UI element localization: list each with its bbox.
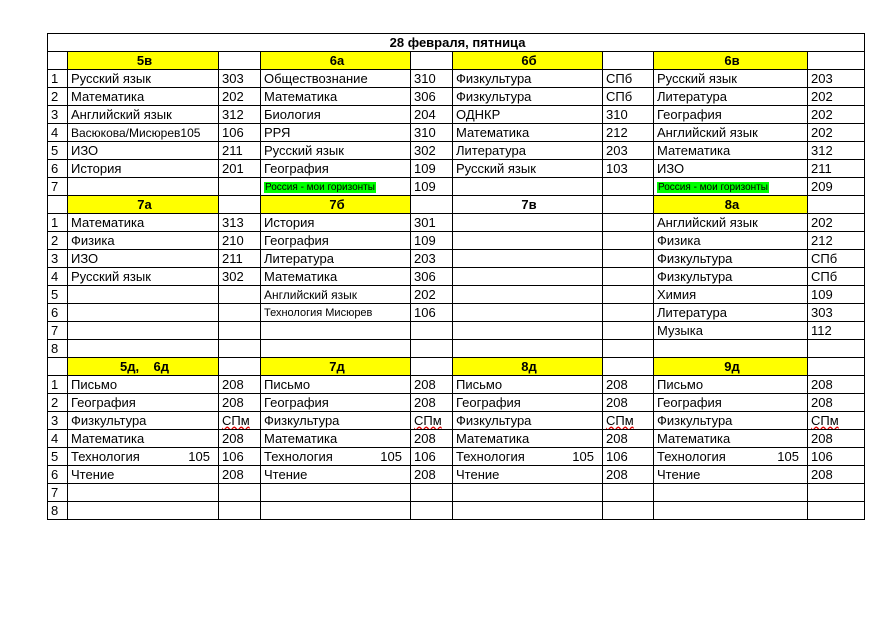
lesson-room: 208 [219,430,261,448]
lesson-subject: Литература [654,304,808,322]
lesson-room [808,412,865,430]
lesson-room [219,304,261,322]
class-name: 7а [68,196,219,214]
lesson-room: 306 [411,268,453,286]
lesson-subject: Письмо [68,376,219,394]
lesson-subject: Математика [654,142,808,160]
lesson-subject: Физкультура [654,268,808,286]
lesson-number: 5 [48,142,68,160]
lesson-subject: Английский язык [654,214,808,232]
lesson-room: 211 [219,142,261,160]
header-room-spacer [603,358,654,376]
lesson-subject: Физкультура [261,412,411,430]
room-text: СПм [606,412,634,428]
lesson-room: 204 [411,106,453,124]
lesson-subject [261,340,411,358]
lesson-room: 202 [411,286,453,304]
title-row [48,34,865,52]
lesson-subject: География [654,106,808,124]
lesson-room [603,502,654,520]
lesson-number: 3 [48,106,68,124]
lesson-subject: Чтение [68,466,219,484]
lesson-number: 2 [48,394,68,412]
lesson-room: 310 [411,70,453,88]
lesson-room: СПб [808,268,865,286]
lesson-number: 5 [48,286,68,304]
lesson-number: 2 [48,88,68,106]
header-room-spacer [219,52,261,70]
lesson-subject [453,484,603,502]
lesson-room: СПб [603,70,654,88]
lesson-room: 208 [219,394,261,412]
lesson-room [411,340,453,358]
lesson-number: 7 [48,322,68,340]
lesson-room: 106 [219,448,261,466]
lesson-room: 106 [808,448,865,466]
lesson-subject: Английский язык [654,124,808,142]
lesson-room: 310 [411,124,453,142]
lesson-subject: Русский язык [261,142,411,160]
lesson-subject: Физкультура [453,88,603,106]
lesson-room: 109 [808,286,865,304]
header-spacer [48,358,68,376]
lesson-subject [68,286,219,304]
lesson-room: 106 [411,448,453,466]
highlighted-subject: Россия - мои горизонты [265,181,375,193]
lesson-subject: География [261,232,411,250]
lesson-room: 208 [603,376,654,394]
lesson-room: 209 [808,178,865,196]
lesson-subject: РРЯ [261,124,411,142]
lesson-subject: ИЗО [654,160,808,178]
lesson-room: 208 [603,394,654,412]
lesson-subject [261,178,411,196]
lesson-subject: ИЗО [68,142,219,160]
lesson-subject: Чтение [261,466,411,484]
lesson-room [219,484,261,502]
lesson-subject: География [68,394,219,412]
lesson-subject [68,448,219,466]
lesson-subject [453,268,603,286]
header-room-spacer [603,52,654,70]
header-room-spacer [808,196,865,214]
lesson-subject: География [654,394,808,412]
subject-text: Технология [264,448,333,464]
lesson-subject: Физика [654,232,808,250]
lesson-number: 1 [48,376,68,394]
lesson-number: 6 [48,160,68,178]
lesson-room: 208 [411,394,453,412]
lesson-room: 201 [219,160,261,178]
lesson-room: 301 [411,214,453,232]
lesson-room [603,250,654,268]
lesson-subject [453,250,603,268]
header-room-spacer [808,358,865,376]
class-name: 5в [68,52,219,70]
lesson-subject: Физкультура [654,250,808,268]
lesson-subject: Письмо [453,376,603,394]
lesson-row [48,178,865,196]
lesson-room: 302 [219,268,261,286]
lesson-row [48,214,865,232]
class-name: 8а [654,196,808,214]
lesson-row [48,232,865,250]
lesson-room: 203 [411,250,453,268]
lesson-room [808,502,865,520]
lesson-subject [654,502,808,520]
subject-text: Технология [657,448,726,464]
lesson-row [48,142,865,160]
lesson-row [48,106,865,124]
lesson-room [808,340,865,358]
header-room-spacer [219,196,261,214]
lesson-subject [68,322,219,340]
lesson-room: 106 [219,124,261,142]
lesson-room: 208 [411,376,453,394]
lesson-subject: Чтение [654,466,808,484]
subject-text: Технология [456,448,525,464]
subject-with-room [264,450,410,464]
lesson-number: 4 [48,268,68,286]
lesson-subject: Русский язык [68,70,219,88]
lesson-number: 6 [48,304,68,322]
lesson-number: 3 [48,412,68,430]
lesson-number: 5 [48,448,68,466]
lesson-room [603,178,654,196]
lesson-row [48,88,865,106]
lesson-room [411,412,453,430]
lesson-subject: Физкультура [68,412,219,430]
lesson-number: 2 [48,232,68,250]
lesson-room: 202 [808,106,865,124]
lesson-number: 4 [48,124,68,142]
class-name: 6а [261,52,411,70]
lesson-subject [261,322,411,340]
lesson-room: 212 [808,232,865,250]
lesson-room: 303 [808,304,865,322]
lesson-room: 202 [219,88,261,106]
lesson-room: 202 [808,88,865,106]
subject-extra-room: 105 [572,448,594,464]
header-spacer [48,52,68,70]
header-room-spacer [603,196,654,214]
class-name: 7д [261,358,411,376]
lesson-room: 208 [808,394,865,412]
lesson-subject: ОДНКР [453,106,603,124]
lesson-room: СПб [808,250,865,268]
lesson-number: 1 [48,70,68,88]
lesson-room [411,322,453,340]
lesson-room [219,178,261,196]
lesson-number: 3 [48,250,68,268]
schedule-table [47,33,865,520]
header-spacer [48,196,68,214]
lesson-subject: Русский язык [654,70,808,88]
lesson-subject: Математика [261,268,411,286]
lesson-room: 208 [219,466,261,484]
lesson-subject [453,448,603,466]
lesson-number: 4 [48,430,68,448]
lesson-subject: Физкультура [654,412,808,430]
subject-extra-room: 105 [188,448,210,464]
lesson-subject: Математика [68,430,219,448]
lesson-subject: Русский язык [453,160,603,178]
lesson-room: 313 [219,214,261,232]
lesson-row [48,484,865,502]
lesson-subject [453,502,603,520]
lesson-subject [453,322,603,340]
lesson-row [48,322,865,340]
class-header-row [48,196,865,214]
lesson-room: 302 [411,142,453,160]
lesson-subject [453,304,603,322]
lesson-subject [654,340,808,358]
lesson-subject: Английский язык [68,106,219,124]
lesson-room [219,502,261,520]
lesson-row [48,70,865,88]
lesson-room: 106 [411,304,453,322]
class-header-row [48,358,865,376]
lesson-subject [261,484,411,502]
lesson-subject [453,178,603,196]
lesson-subject: Литература [261,250,411,268]
subject-with-room [456,450,602,464]
lesson-subject: Литература [654,88,808,106]
class-header-row [48,52,865,70]
lesson-room: 109 [411,232,453,250]
header-room-spacer [411,52,453,70]
header-room-spacer [411,358,453,376]
lesson-room [808,484,865,502]
lesson-room [603,340,654,358]
lesson-subject: Математика [68,214,219,232]
lesson-room: 208 [808,466,865,484]
lesson-room: 112 [808,322,865,340]
lesson-subject: Письмо [261,376,411,394]
lesson-room: 106 [603,448,654,466]
lesson-subject: Химия [654,286,808,304]
lesson-room [603,286,654,304]
lesson-room: 312 [808,142,865,160]
lesson-room: 310 [603,106,654,124]
lesson-room [219,322,261,340]
lesson-room: 203 [808,70,865,88]
lesson-room: 208 [603,466,654,484]
lesson-subject: Чтение [453,466,603,484]
header-room-spacer [411,196,453,214]
lesson-room: 212 [603,124,654,142]
lesson-number: 7 [48,484,68,502]
lesson-subject [453,286,603,304]
lesson-room: 103 [603,160,654,178]
lesson-room: 211 [219,250,261,268]
lesson-room: 208 [808,430,865,448]
lesson-row [48,430,865,448]
lesson-subject [654,484,808,502]
lesson-room [411,484,453,502]
lesson-subject: Литература [453,142,603,160]
lesson-room: 208 [411,466,453,484]
lesson-room: 208 [603,430,654,448]
lesson-subject: Письмо [654,376,808,394]
lesson-subject: Английский язык [261,286,411,304]
lesson-room: 208 [219,376,261,394]
lesson-subject: Математика [261,430,411,448]
subject-text: Технология [71,448,140,464]
lesson-subject [68,484,219,502]
lesson-row [48,502,865,520]
room-text: СПм [811,412,839,428]
lesson-subject: Технология Мисюрев [261,304,411,322]
lesson-subject: Васюкова/Мисюрев105 [68,124,219,142]
lesson-room [219,412,261,430]
class-name: 5д, 6д [68,358,219,376]
lesson-row [48,124,865,142]
header-room-spacer [808,52,865,70]
lesson-room [603,484,654,502]
lesson-room: 303 [219,70,261,88]
class-name: 6в [654,52,808,70]
lesson-row [48,304,865,322]
lesson-subject: Физкультура [453,412,603,430]
lesson-row [48,412,865,430]
lesson-subject: Физкультура [453,70,603,88]
lesson-number: 8 [48,340,68,358]
lesson-subject: История [261,214,411,232]
lesson-number: 8 [48,502,68,520]
lesson-room: 202 [808,214,865,232]
lesson-room [219,340,261,358]
lesson-room: 202 [808,124,865,142]
lesson-row [48,448,865,466]
lesson-row [48,268,865,286]
lesson-room [411,502,453,520]
lesson-subject [654,178,808,196]
lesson-subject [68,340,219,358]
lesson-room: 312 [219,106,261,124]
lesson-subject [68,304,219,322]
lesson-subject: Русский язык [68,268,219,286]
lesson-room: 109 [411,178,453,196]
lesson-subject [453,340,603,358]
lesson-room [603,304,654,322]
lesson-subject: География [261,160,411,178]
lesson-room [603,268,654,286]
lesson-subject [68,502,219,520]
lesson-room: СПб [603,88,654,106]
lesson-subject [453,214,603,232]
lesson-room: 208 [411,430,453,448]
lesson-subject: Математика [453,124,603,142]
page-title: 28 февраля, пятница [48,34,865,52]
lesson-subject: Математика [654,430,808,448]
header-room-spacer [219,358,261,376]
lesson-number: 6 [48,466,68,484]
lesson-subject: Математика [453,430,603,448]
lesson-room: 211 [808,160,865,178]
lesson-row [48,160,865,178]
subject-extra-room: 105 [777,448,799,464]
lesson-room: 203 [603,142,654,160]
lesson-room [219,286,261,304]
lesson-subject [68,178,219,196]
room-text: СПм [414,412,442,428]
lesson-subject: Музыка [654,322,808,340]
lesson-subject: Математика [68,88,219,106]
lesson-room: 306 [411,88,453,106]
lesson-room: 109 [411,160,453,178]
lesson-room [603,214,654,232]
lesson-subject: Математика [261,88,411,106]
class-name: 7б [261,196,411,214]
lesson-row [48,394,865,412]
room-text: СПм [222,412,250,428]
lesson-subject [261,502,411,520]
highlighted-subject: Россия - мои горизонты [658,181,768,193]
lesson-subject: География [453,394,603,412]
lesson-room [603,322,654,340]
lesson-number: 1 [48,214,68,232]
lesson-row [48,376,865,394]
lesson-room: 208 [808,376,865,394]
lesson-room [603,412,654,430]
lesson-subject [453,232,603,250]
lesson-subject [654,448,808,466]
lesson-subject: Обществознание [261,70,411,88]
class-name: 6б [453,52,603,70]
lesson-row [48,286,865,304]
subject-with-room [657,450,807,464]
lesson-subject: Биология [261,106,411,124]
class-name: 9д [654,358,808,376]
class-name: 7в [453,196,603,214]
lesson-row [48,250,865,268]
lesson-number: 7 [48,178,68,196]
lesson-room [603,232,654,250]
lesson-subject: ИЗО [68,250,219,268]
subject-extra-room: 105 [380,448,402,464]
lesson-row [48,466,865,484]
lesson-room: 210 [219,232,261,250]
lesson-row [48,340,865,358]
lesson-subject: Физика [68,232,219,250]
subject-with-room [71,450,218,464]
lesson-subject: География [261,394,411,412]
lesson-subject: История [68,160,219,178]
class-name: 8д [453,358,603,376]
lesson-subject [261,448,411,466]
